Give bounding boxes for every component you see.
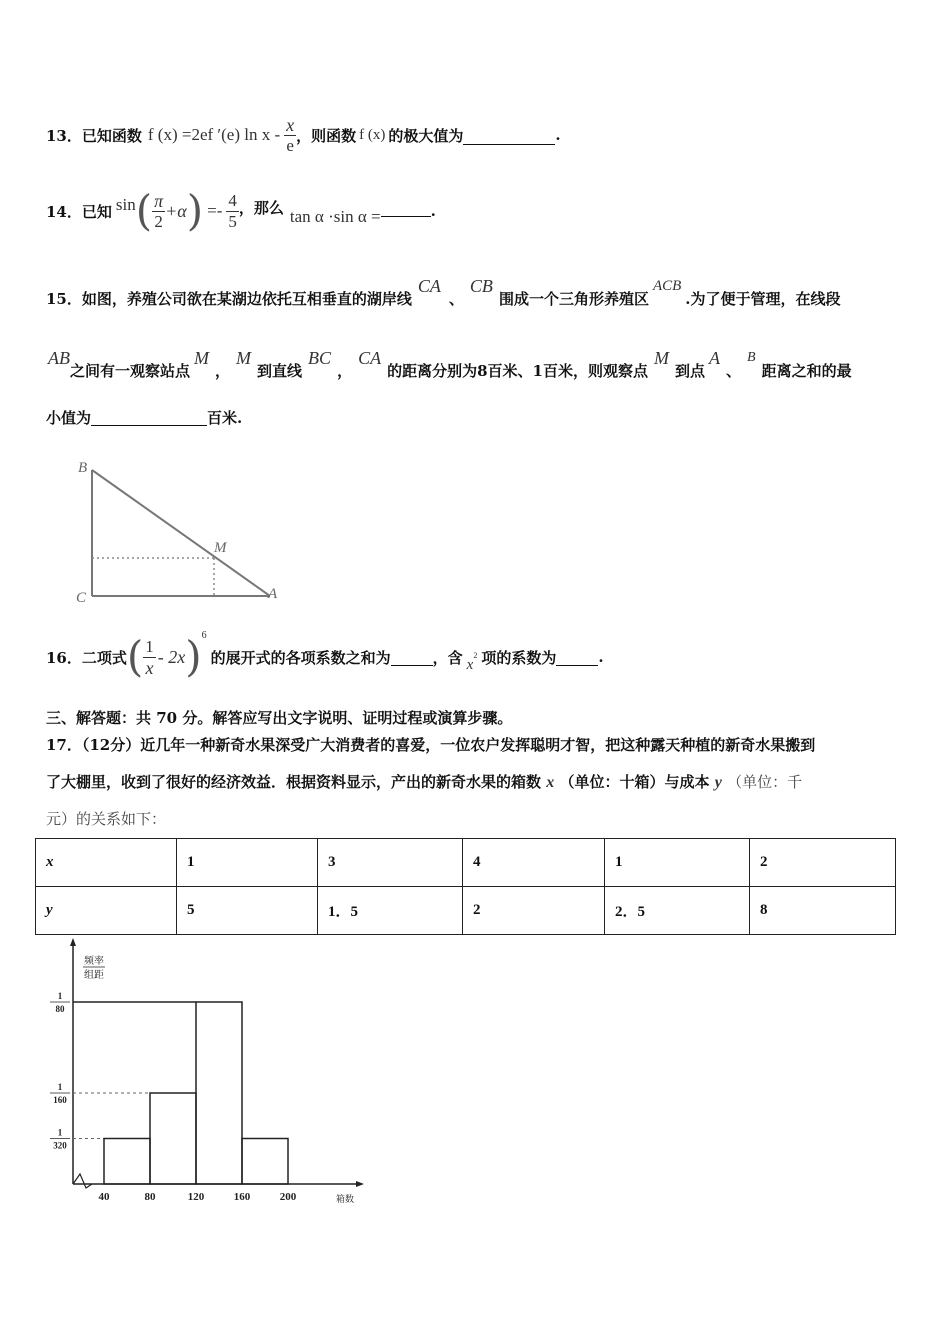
q16-suffix: 项的系数为	[481, 648, 557, 667]
question-13	[46, 110, 561, 160]
q15-m3: M	[653, 347, 669, 368]
q15-line1-suffix: .为了便于管理，在线段	[685, 289, 841, 308]
histogram-bar-1	[104, 1139, 150, 1185]
q13-suffix: 的极大值为	[388, 126, 464, 145]
table-cell: 1．5	[318, 887, 463, 935]
table-cell: 3	[318, 839, 463, 887]
table-cell: 1	[177, 839, 318, 887]
q13-frac-num: x	[286, 114, 295, 135]
q14-expr: tan α ·sin α =	[289, 207, 381, 226]
q17-line2-a: 了大棚里，收到了很好的经济效益．根据资料显示，产出的新奇水果的箱数	[46, 773, 542, 791]
q17-var-y: y	[714, 774, 722, 791]
y-axis-arrow	[70, 938, 76, 946]
q14-sin: sin	[115, 195, 136, 214]
q17-line1: 17．（12分）近几年一种新奇水果深受广大消费者的喜爱，一位农户发挥聪明才智，把这种露天种植的新奇水果搬到	[46, 736, 816, 754]
x-axis-arrow	[356, 1181, 364, 1187]
table-cell: x	[36, 839, 177, 887]
q15-line2-c: 的距离分别为8百米、1百米，则观察点	[387, 361, 648, 380]
q15-m1: M	[194, 347, 210, 368]
q14-plus-alpha: +α	[165, 200, 187, 221]
q16-x2-exp: 2	[473, 650, 478, 660]
xy-table	[35, 838, 896, 935]
q16-frac-num: 1	[145, 636, 154, 656]
q17-line2-b: （单位：十箱）与成本	[559, 773, 710, 791]
q13-formula: f (x) =2ef ′(e) ln x -	[147, 125, 281, 144]
question-15-line3	[46, 406, 242, 428]
q15-bc: BC	[308, 347, 332, 368]
y-tick-num: 1	[57, 991, 63, 1001]
table-cell: 5	[177, 887, 318, 935]
q15-acb: ACB	[652, 277, 682, 294]
q14-value-num: 4	[228, 190, 237, 210]
q14-then: ，那么	[238, 198, 284, 217]
q15-line2-b: 到直线	[257, 361, 303, 380]
histogram-bar-2	[150, 1093, 196, 1184]
q14-equals: =-	[207, 201, 223, 220]
x-tick-label: 80	[144, 1191, 156, 1203]
q17-line2-c: （单位：千	[727, 773, 803, 791]
table-cell: 4	[463, 839, 605, 887]
y-label-top: 频率	[84, 956, 104, 967]
q17-line2	[46, 771, 802, 792]
x-tick-label: 120	[187, 1191, 205, 1203]
table-cell: 2	[463, 887, 605, 935]
x-tick-label: 200	[279, 1191, 297, 1203]
label-a: A	[268, 586, 278, 602]
q14-left-paren: (	[135, 186, 153, 235]
y-tick-num: 1	[57, 1082, 63, 1092]
segment-ab	[92, 470, 270, 596]
table-cell: 1	[605, 839, 750, 887]
q13-fx: f (x)	[359, 126, 386, 143]
q16-prefix: 16．二项式	[46, 648, 127, 667]
table-cell: 2	[750, 839, 896, 887]
q15-b: B	[747, 350, 756, 365]
q15-line3-suffix: 百米.	[207, 408, 243, 427]
q16-right-paren: )	[185, 632, 202, 681]
q16-end: .	[598, 648, 604, 666]
question-16	[46, 630, 604, 684]
q15-line2-d: 到点	[674, 361, 705, 380]
q17-line3: 元）的关系如下：	[46, 810, 167, 828]
q14-value-fraction	[226, 191, 239, 232]
q16-mid: 的展开式的各项系数之和为	[210, 648, 391, 667]
q16-frac-den: x	[145, 657, 154, 678]
table-row	[36, 839, 896, 887]
q15-sep2: 、	[726, 361, 742, 380]
q14-frac-num: π	[154, 190, 164, 211]
y-label-bottom: 组距	[84, 970, 104, 981]
q13-frac-den: e	[286, 135, 294, 155]
x-tick-label: 40	[98, 1191, 110, 1203]
q15-ca2: CA	[358, 347, 382, 368]
q16-x2-base: x	[466, 656, 474, 673]
q15-a: A	[709, 347, 720, 368]
q15-ab: AB	[48, 347, 70, 368]
y-tick-num: 1	[57, 1127, 63, 1138]
q15-line1-prefix: 15．如图，养殖公司欲在某湖边依托互相垂直的湖岸线	[46, 289, 412, 308]
x-tick-label: 160	[233, 1191, 251, 1203]
q14-frac-den: 2	[154, 211, 163, 231]
q15-figure	[70, 452, 290, 612]
label-b: B	[78, 460, 88, 476]
q16-left-paren: (	[126, 632, 144, 681]
q16-fraction	[143, 637, 156, 678]
axis-break	[73, 1174, 92, 1188]
q13-fraction	[284, 115, 296, 156]
histogram-bar-4	[242, 1139, 288, 1185]
q13-end: .	[555, 126, 561, 144]
table-cell: 8	[750, 887, 896, 935]
label-m: M	[214, 540, 227, 556]
question-14	[46, 186, 436, 236]
q14-right-paren: )	[186, 186, 204, 235]
table-row	[36, 887, 896, 935]
question-15-line1	[46, 268, 841, 308]
q16-minus: - 2x	[157, 646, 186, 667]
table-cell: y	[36, 887, 177, 935]
q15-line2-a: 之间有一观察站点	[70, 361, 191, 380]
q15-answer-blank[interactable]	[91, 409, 207, 426]
histogram-bar-3	[196, 1002, 242, 1184]
q16-blank-1[interactable]	[391, 649, 433, 666]
q15-line1-mid: 围成一个三角形养殖区	[498, 289, 649, 308]
q14-value-den: 5	[228, 211, 237, 231]
q13-answer-blank[interactable]	[463, 126, 555, 145]
q15-line3-prefix: 小值为	[46, 408, 92, 427]
q15-ca: CA	[417, 275, 441, 296]
q16-power: 6	[201, 629, 207, 641]
y-tick-den: 80	[55, 1004, 65, 1014]
histogram-chart	[40, 938, 380, 1208]
question-15-line2	[48, 340, 852, 384]
x-axis-label: 箱数	[336, 1194, 355, 1204]
label-c: C	[76, 590, 87, 606]
q14-answer-blank[interactable]	[381, 202, 431, 217]
q15-comma2: ，	[337, 361, 353, 380]
q15-cb: CB	[469, 275, 493, 296]
y-tick-den: 160	[53, 1095, 67, 1105]
q16-contains: ，含	[432, 648, 463, 667]
q16-blank-2[interactable]	[556, 649, 598, 666]
section-3-heading: 三、解答题：共 70 分。解答应写出文字说明、证明过程或演算步骤。	[46, 709, 513, 727]
q13-prefix: 13．已知函数	[46, 126, 142, 145]
q15-comma1: ，	[215, 361, 231, 380]
q14-prefix: 14．已知	[46, 202, 112, 221]
q15-sep: 、	[448, 289, 464, 308]
table-cell: 2．5	[605, 887, 750, 935]
q13-middle: ，则函数	[296, 126, 357, 145]
q15-m2: M	[236, 347, 252, 368]
q14-fraction	[152, 191, 165, 232]
q15-line2-e: 距离之和的最	[761, 361, 852, 380]
y-tick-den: 320	[53, 1140, 67, 1151]
q17-var-x: x	[546, 774, 555, 791]
q14-end: .	[430, 202, 436, 220]
